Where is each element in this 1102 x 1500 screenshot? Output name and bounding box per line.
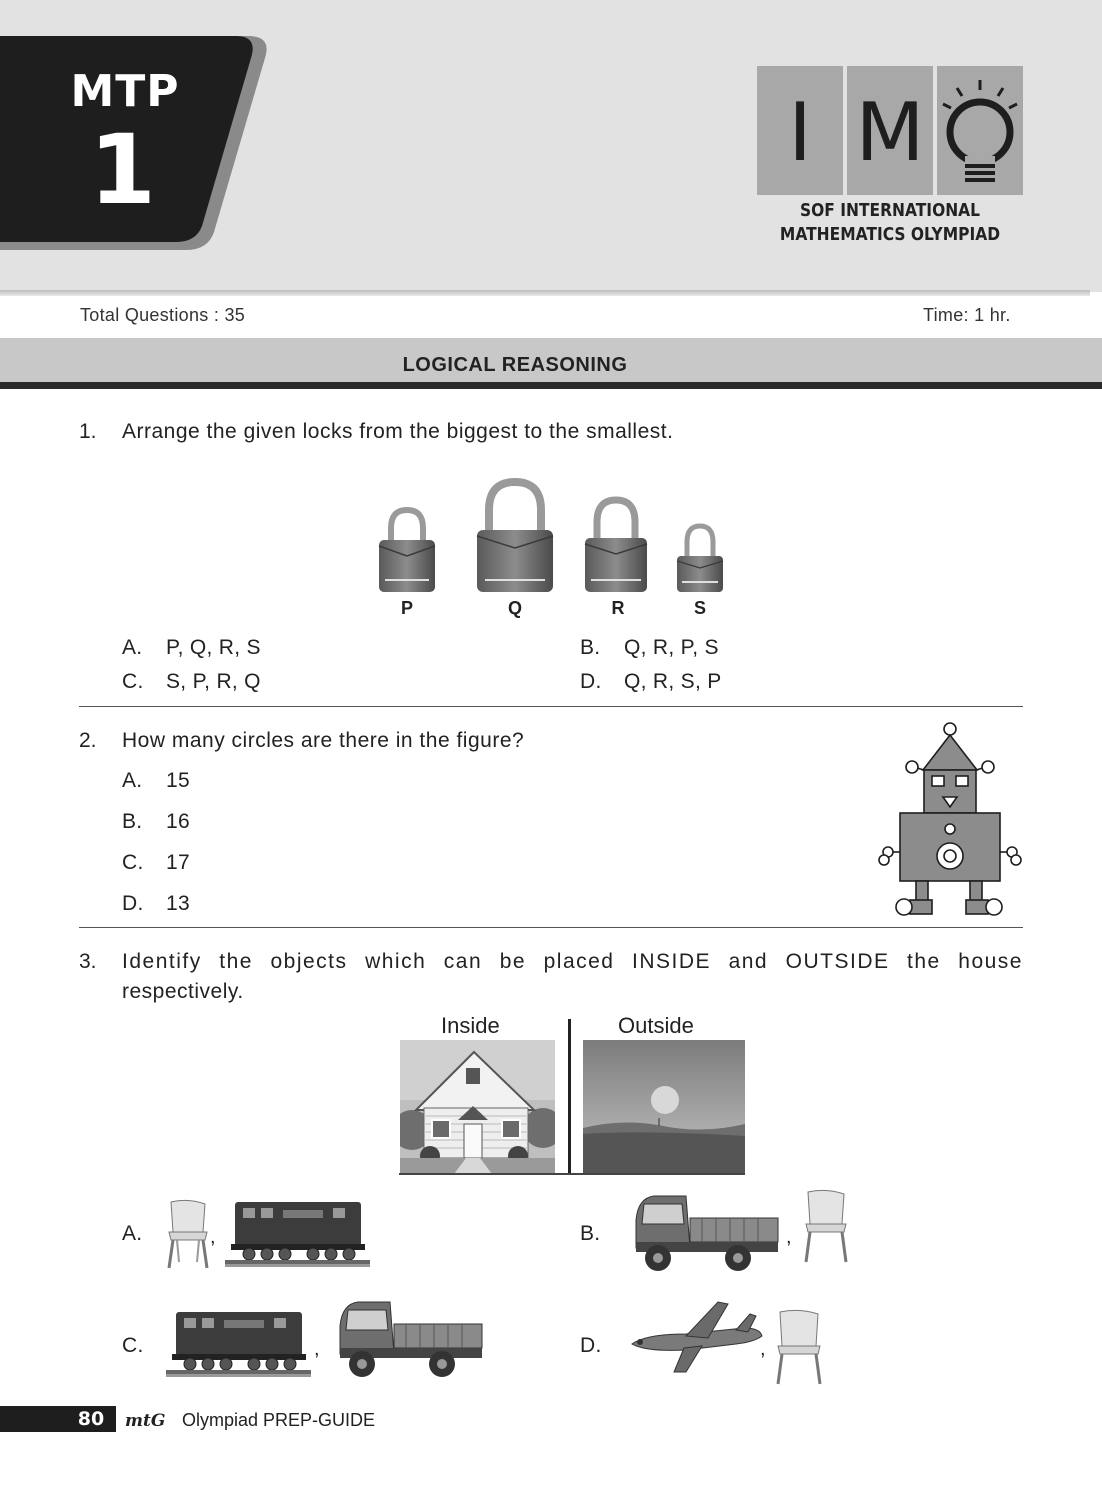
q3-option-a[interactable] <box>122 1222 166 1246</box>
option-letter: A. <box>122 769 143 792</box>
option-text: 13 <box>166 892 190 915</box>
lock-label-r: R <box>611 598 625 618</box>
option-letter: D. <box>580 1334 602 1357</box>
q2-option-c[interactable] <box>122 851 190 875</box>
question-3-number: 3. <box>79 950 97 973</box>
q2-option-d[interactable] <box>122 892 190 916</box>
house-scene <box>400 1040 555 1179</box>
option-text: 16 <box>166 810 190 833</box>
q2-option-a[interactable] <box>122 769 190 793</box>
landscape-icon <box>583 1040 745 1174</box>
badge-number: 1 <box>89 114 156 226</box>
option-letter: C. <box>122 1334 144 1357</box>
train-icon <box>225 1196 370 1275</box>
truck-icon <box>632 1190 782 1281</box>
test-badge <box>0 36 270 252</box>
option-separator: , <box>786 1226 792 1248</box>
option-letter: D. <box>122 892 144 915</box>
option-separator: , <box>314 1338 320 1360</box>
q1-option-c[interactable] <box>122 670 261 694</box>
chair-icon <box>163 1198 213 1275</box>
lock-label-q: Q <box>507 598 522 618</box>
badge-title: MTP <box>70 66 180 117</box>
imo-subtitle-line1: SOF INTERNATIONAL <box>799 200 981 221</box>
option-letter: C. <box>122 851 144 874</box>
padlock-p-icon <box>379 510 435 592</box>
padlock-s-icon <box>677 526 723 592</box>
option-letter: A. <box>122 1222 143 1245</box>
question-2-number: 2. <box>79 729 97 752</box>
option-text: 17 <box>166 851 190 874</box>
option-text: Q, R, S, P <box>624 670 722 693</box>
section-title: LOGICAL REASONING <box>402 354 628 376</box>
question-1-number: 1. <box>79 420 97 443</box>
option-text: S, P, R, Q <box>166 670 261 693</box>
truck-icon <box>336 1296 486 1387</box>
logo-letter-m: M <box>855 86 925 179</box>
option-separator: , <box>760 1338 766 1360</box>
imo-logo-subtitle <box>776 199 1005 247</box>
lock-label-s: S <box>693 598 706 618</box>
question-1-text: Arrange the given locks from the biggest to the smallest. <box>122 420 674 443</box>
q1-option-b[interactable] <box>580 636 719 660</box>
option-text: P, Q, R, S <box>166 636 261 659</box>
scene-divider <box>568 1019 571 1175</box>
q2-option-b[interactable] <box>122 810 190 834</box>
page-number: 80 <box>77 1408 105 1430</box>
brand-logo: mtG <box>125 1411 166 1431</box>
q3-option-b[interactable] <box>580 1222 624 1246</box>
imo-subtitle-line2: MATHEMATICS OLYMPIAD <box>779 224 1001 245</box>
lock-label-p: P <box>400 598 413 618</box>
question-3-text: Identify the objects which can be placed INSIDE and OUTSIDE the house <box>122 950 1023 973</box>
q3-option-c[interactable] <box>122 1334 166 1358</box>
q1-option-d[interactable] <box>580 670 722 694</box>
option-letter: C. <box>122 670 144 693</box>
scene-label-outside: Outside <box>618 1013 694 1038</box>
question-divider <box>79 927 1023 928</box>
outside-scene <box>583 1040 745 1179</box>
q1-option-a[interactable] <box>122 636 261 660</box>
option-letter: B. <box>122 810 143 833</box>
train-icon <box>166 1306 311 1385</box>
imo-logo-graphic <box>757 66 1023 196</box>
robot-icon <box>872 720 1024 920</box>
option-text: 15 <box>166 769 190 792</box>
question-3-text-cont: respectively. <box>122 980 244 1003</box>
padlock-icons <box>365 470 745 600</box>
padlock-q-icon <box>477 482 553 592</box>
option-text: Q, R, P, S <box>624 636 719 659</box>
scene-baseline <box>399 1173 745 1175</box>
house-icon <box>400 1040 555 1174</box>
q3-option-d[interactable] <box>580 1334 624 1358</box>
question-divider <box>79 706 1023 707</box>
header-shadow <box>0 290 1090 296</box>
option-letter: B. <box>580 636 601 659</box>
airplane-icon <box>626 1298 764 1379</box>
option-letter: A. <box>122 636 143 659</box>
padlock-r-icon <box>585 500 647 592</box>
robot-figure <box>872 720 1024 920</box>
imo-logo <box>757 66 1023 196</box>
scene-label-inside: Inside <box>441 1013 500 1038</box>
chair-icon <box>772 1308 826 1391</box>
book-title: Olympiad PREP-GUIDE <box>182 1410 376 1430</box>
time-limit: Time: 1 hr. <box>923 305 1011 325</box>
logo-letter-i: I <box>788 86 812 179</box>
total-questions: Total Questions : 35 <box>80 305 246 325</box>
chair-icon <box>800 1188 852 1269</box>
option-letter: B. <box>580 1222 601 1245</box>
question-2-text: How many circles are there in the figure? <box>122 729 525 752</box>
option-separator: , <box>210 1226 216 1248</box>
option-letter: D. <box>580 670 602 693</box>
